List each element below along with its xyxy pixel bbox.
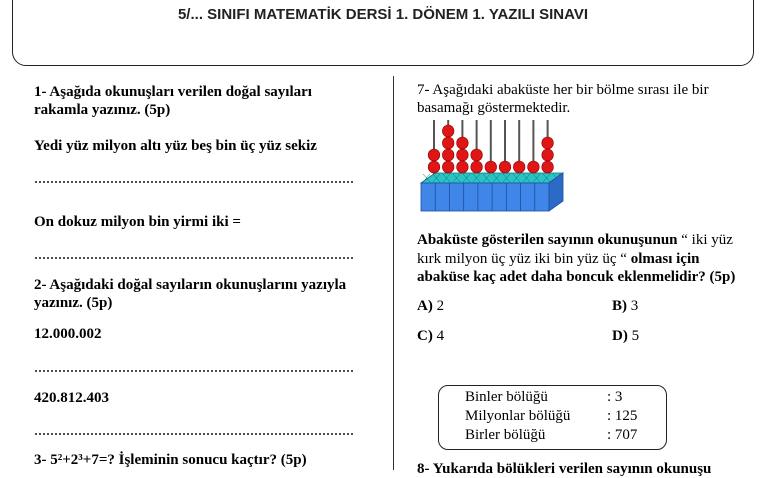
q2-prompt-line2: yazınız. (5p) [34,295,113,311]
column-divider [393,76,394,470]
abacus-bead [442,125,454,137]
info-label: Milyonlar bölüğü [465,408,571,424]
abacus-bead [542,137,554,149]
bolukler-box [438,385,667,450]
q7-question-line2 [417,250,752,268]
abacus-bead [428,149,440,161]
q7-question-normal: kırk milyon üç yüz iki bin yüz üç “ [417,251,627,267]
abacus-bead [428,161,440,173]
q7-prompt-line1: 7- Aşağıdaki abaküste her bir bölme sırası ile bir [417,82,709,98]
q1-item2: On dokuz milyon bin yirmi iki = [34,214,241,230]
abacus-bead [442,161,454,173]
q2-item2: 420.812.403 [34,390,109,406]
info-value: : 125 [607,408,638,424]
option-a[interactable] [417,298,444,315]
q7-question-bold2: olması için [626,251,700,267]
option-c[interactable] [417,328,444,345]
header-box [12,0,754,66]
info-label: Binler bölüğü [465,389,548,405]
abacus-bead [528,161,540,173]
option-letter: B) [612,298,627,314]
abacus-base-front [421,183,549,211]
abacus-bead [485,161,497,173]
option-letter: D) [612,328,628,344]
abacus-bead [471,149,483,161]
q7-prompt-line2: basamağı göstermektedir. [417,100,571,116]
exam-title: 5/... SINIFI MATEMATİK DERSİ 1. DÖNEM 1. YAZILI SINAVI [177,6,589,23]
abacus-bead [542,161,554,173]
answer-line[interactable] [34,369,354,373]
option-letter: A) [417,298,433,314]
abacus-bead [457,149,469,161]
answer-line[interactable] [34,432,354,436]
answer-line[interactable] [34,256,354,260]
abacus-bead [457,137,469,149]
abacus-bead [499,161,511,173]
q7-question-bold: Abaküste gösterilen sayının okunuşunun [417,232,678,248]
q1-prompt-line2: rakamla yazınız. (5p) [34,102,171,118]
q7-question-line3: abaküse kaç adet daha boncuk eklenmelidir? (5p) [417,269,736,285]
q7-question-line1 [417,231,752,249]
abacus-bead [442,137,454,149]
option-d[interactable] [612,328,639,345]
abacus-bead [442,149,454,161]
q2-item1: 12.000.002 [34,326,102,342]
q7-question-rest: “ iki yüz [677,232,733,248]
q1-item1: Yedi yüz milyon altı yüz beş bin üç yüz sekiz [34,138,317,154]
abacus-illustration [415,118,565,214]
abacus-base-top [421,173,563,183]
option-b[interactable] [612,298,638,315]
q3-prompt: 3- 5²+2³+7=? İşleminin sonucu kaçtır? (5p) [34,452,307,468]
q2-prompt-line1: 2- Aşağıdaki doğal sayıların okunuşlarını yazıyla [34,277,347,293]
info-value: : 3 [607,389,623,405]
info-value: : 707 [607,427,638,443]
q8-prompt: 8- Yukarıda bölükleri verilen sayının okunuşu [417,461,712,477]
option-letter: C) [417,328,433,344]
option-value: 2 [436,298,445,314]
abacus-bead [542,149,554,161]
option-value: 5 [631,328,640,344]
abacus-bead [513,161,525,173]
q1-prompt-line1: 1- Aşağıda okunuşları verilen doğal sayıları [34,84,312,100]
abacus-bead [471,161,483,173]
abacus-bead [457,161,469,173]
option-value: 4 [436,328,445,344]
option-value: 3 [630,298,639,314]
answer-line[interactable] [34,180,354,184]
info-label: Birler bölüğü [465,427,546,443]
